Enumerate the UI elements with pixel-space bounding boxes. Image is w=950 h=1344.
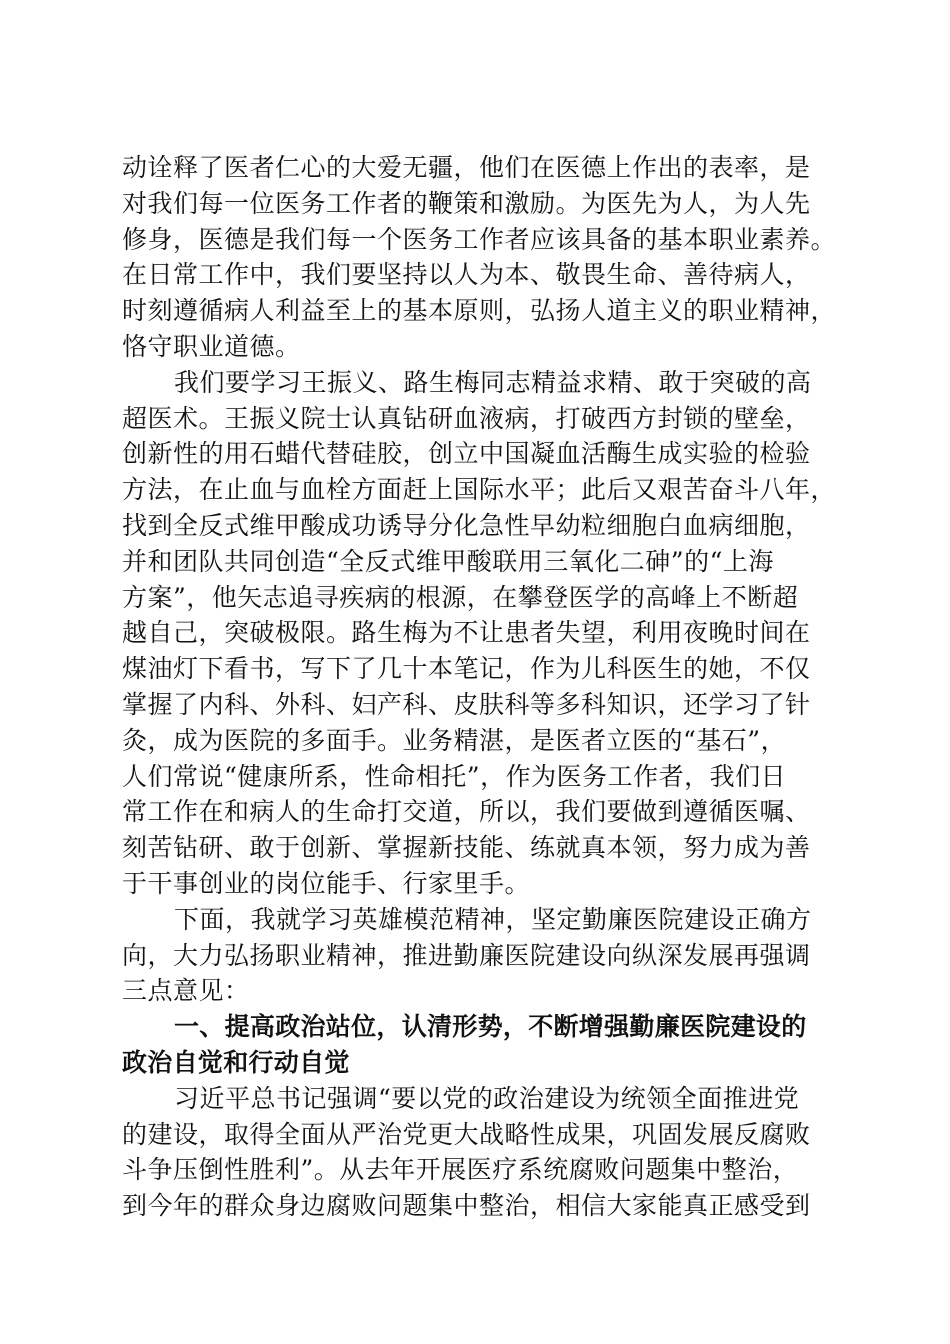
text-line: 方法，在止血与血栓方面赶上国际水平；此后又艰苦奋斗八年， (122, 475, 837, 505)
text-line: 对我们每一位医务工作者的鞭策和激励。为医先为人，为人先 (122, 188, 811, 218)
text-line: 灸，成为医院的多面手。业务精湛，是医者立医的“基石”， (122, 725, 787, 755)
text-line: 到今年的群众身边腐败问题集中整治，相信大家能真正感受到 (122, 1191, 811, 1221)
text-line: 修身，医德是我们每一个医务工作者应该具备的基本职业素养。 (122, 224, 837, 254)
text-line: 煤油灯下看书，写下了几十本笔记，作为儿科医生的她，不仅 (122, 654, 811, 684)
text-line: 于干事创业的岗位能手、行家里手。 (122, 868, 531, 898)
text-line: 越自己，突破极限。路生梅为不让患者失望，利用夜晚时间在 (122, 618, 811, 648)
text-line: 时刻遵循病人利益至上的基本原则，弘扬人道主义的职业精神， (122, 296, 837, 326)
text-line: 常工作在和病人的生命打交道，所以，我们要做到遵循医嘱、 (122, 797, 811, 827)
heading-line: 政治自觉和行动自觉 (122, 1047, 350, 1077)
heading-line: 一、提高政治站位，认清形势，不断增强勤廉医院建设的 (174, 1012, 807, 1042)
text-line: 人们常说“健康所系，性命相托”，作为医务工作者，我们日 (122, 761, 787, 791)
paragraph (122, 902, 838, 1009)
text-line: 创新性的用石蜡代替硅胶，创立中国凝血活酶生成实验的检验 (122, 439, 811, 469)
section-heading (122, 1009, 838, 1081)
text-line: 习近平总书记强调“要以党的政治建设为统领全面推进党 (174, 1083, 800, 1113)
paragraph (122, 150, 838, 365)
text-line: 掌握了内科、外科、妇产科、皮肤科等多科知识，还学习了针 (122, 689, 811, 719)
document-body (122, 150, 838, 1224)
text-line: 下面，我就学习英雄模范精神，坚定勤廉医院建设正确方 (174, 904, 812, 934)
text-line: 刻苦钻研、敢于创新、掌握新技能、练就真本领，努力成为善 (122, 833, 811, 863)
text-line: 恪守职业道德。 (122, 331, 301, 361)
text-line: 方案”，他矢志追寻疾病的根源，在攀登医学的高峰上不断超 (122, 582, 799, 612)
paragraph (122, 1081, 838, 1224)
text-line: 找到全反式维甲酸成功诱导分化急性早幼粒细胞白血病细胞， (122, 510, 811, 540)
text-line: 的建设，取得全面从严治党更大战略性成果，巩固发展反腐败 (122, 1119, 811, 1149)
text-line: 三点意见： (122, 976, 250, 1006)
text-line: 我们要学习王振义、路生梅同志精益求精、敢于突破的高 (174, 367, 812, 397)
text-line: 动诠释了医者仁心的大爱无疆，他们在医德上作出的表率，是 (122, 153, 811, 182)
text-line: 超医术。王振义院士认真钻研血液病，打破西方封锁的壁垒， (122, 403, 811, 433)
paragraph (122, 365, 838, 902)
text-line: 在日常工作中，我们要坚持以人为本、敬畏生命、善待病人， (122, 260, 811, 290)
text-line: 向，大力弘扬职业精神，推进勤廉医院建设向纵深发展再强调 (122, 940, 811, 970)
text-line: 斗争压倒性胜利”。从去年开展医疗系统腐败问题集中整治， (122, 1155, 799, 1185)
text-line: 并和团队共同创造“全反式维甲酸联用三氧化二砷”的“上海 (122, 546, 774, 576)
